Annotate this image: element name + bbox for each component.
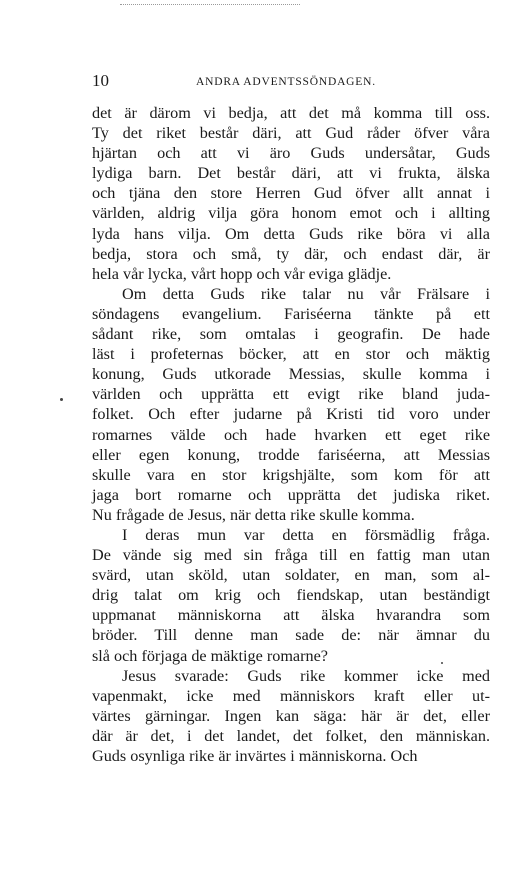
text-line: läst i profeternas böcker, att en stor och mäktig: [92, 345, 490, 364]
text-line: hjärtan och att vi äro Guds undersåtar, Guds: [92, 144, 490, 163]
paragraph: [92, 103, 490, 284]
text-line: värtes gärningar. Ingen kan säga: här är det, eller: [92, 706, 490, 725]
text-line: världen, aldrig vilja göra honom emot och i allting: [92, 204, 490, 223]
text-line: De vände sig med sin fråga till en fattig man utan: [92, 546, 490, 565]
text-line: det är därom vi bedja, att det må komma till oss.: [92, 104, 490, 122]
text-line: drig talat om krig och fiendskap, utan beständigt: [92, 586, 490, 605]
print-speck: [60, 398, 63, 401]
text-line: där är det, i det landet, det folket, den människan.: [92, 726, 490, 745]
text-line: och tjäna den store Herren Gud öfver allt annat i: [92, 184, 490, 203]
text-line: Guds osynliga rike är invärtes i människorna. Och: [92, 747, 418, 765]
text-line: romarnes välde och hade hvarken ett eget rike: [92, 425, 490, 444]
page-header: [92, 70, 490, 92]
text-line: eller egen konung, trodde fariséerna, att Messias: [92, 445, 490, 464]
body-text: [92, 103, 490, 766]
text-line: hela vår lycka, vårt hopp och vår eviga glädje.: [92, 264, 392, 283]
text-line: konung, Guds utkorade Messias, skulle komma i: [92, 365, 490, 384]
text-line: vapenmakt, icke med människors kraft eller ut-: [92, 686, 490, 705]
text-line: bröder. Till denne man sade de: när ämnar du: [92, 626, 490, 645]
running-head: ANDRA ADVENTSSÖNDAGEN.: [196, 76, 376, 88]
paragraph: [92, 666, 490, 766]
text-line: I deras mun var detta en försmädlig fråga.: [122, 525, 490, 544]
text-line: Nu frågade de Jesus, när detta rike skulle komma.: [92, 505, 415, 524]
paragraph: [92, 525, 490, 666]
text-line: svärd, utan sköld, utan soldater, en man, som al-: [92, 566, 490, 585]
text-line: Ty det riket består däri, att Gud råder öfver våra: [92, 124, 490, 143]
text-line: uppmanat människorna att älska hvarandra som: [92, 606, 490, 625]
text-line: skulle vara en stor krigshjälte, som kom för att: [92, 465, 490, 484]
print-speck: [441, 662, 443, 664]
text-line: världen och upprätta ett evigt rike bland juda-: [92, 385, 490, 404]
text-line: söndagens evangelium. Fariséerna tänkte på ett: [92, 304, 490, 323]
text-line: Jesus svarade: Guds rike kommer icke med: [122, 666, 490, 685]
page-number: 10: [92, 71, 109, 90]
paragraph: [92, 284, 490, 525]
text-line: folket. Och efter judarne på Kristi tid voro under: [92, 405, 490, 424]
text-line: Om detta Guds rike talar nu vår Frälsare i: [122, 284, 490, 303]
top-edge-rule: [120, 4, 300, 6]
text-line: lydiga barn. Det består däri, att vi frukta, älska: [92, 164, 490, 183]
text-line: bedja, stora och små, ty där, och endast där, är: [92, 244, 490, 263]
text-line: sådant rike, som omtalas i geografin. De hade: [92, 325, 490, 344]
text-line: slå och förjaga de mäktige romarne?: [92, 646, 328, 665]
text-line: lyda hans vilja. Om detta Guds rike böra vi alla: [92, 224, 490, 243]
text-line: jaga bort romarne och upprätta det judiska riket.: [92, 485, 490, 504]
